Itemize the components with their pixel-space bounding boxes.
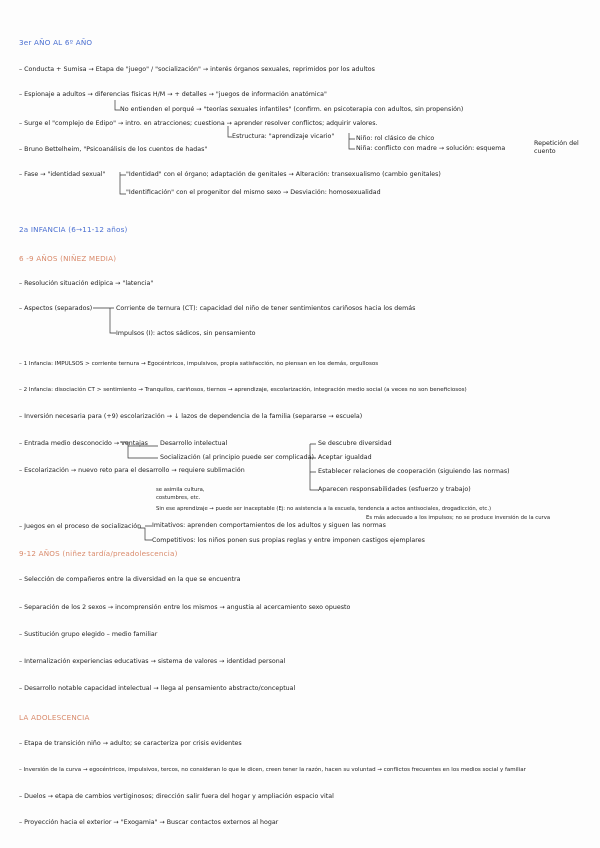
line-costumbres: costumbres, etc. — [156, 495, 201, 501]
line-edipo: – Surge el "complejo de Edipo" → intro. en atracciones; cuestiona → aprender resolver conflictos; adquirir valores. — [19, 120, 378, 127]
line-impulsos: Impulsos (I): actos sádicos, sin pensamiento — [116, 330, 256, 337]
line-seleccion: – Selección de compañeros entre la diversidad en la que se encuentra — [19, 576, 241, 583]
line-1-infancia: – 1 Infancia: IMPULSOS > corriente ternura → Egocéntricos, impulsivos, propia satisfacción, no piensan en los demás, orgullosos — [19, 361, 379, 367]
line-conducta: – Conducta + Sumisa → Etapa de "juego" / "socialización" → interés órganos sexuales, reprimidos por los adultos — [19, 66, 375, 73]
line-nina: Niña: conflicto con madre → solución: esquema — [356, 145, 506, 152]
line-sin-aprendizaje: Sin ese aprendizaje → puede ser inaceptable (Ej: no asistencia a la escuela, tendencia a actos antisociales, drogadicción, etc.) — [156, 506, 492, 512]
line-internalizacion: – Internalización experiencias educativas → sistema de valores → identidad personal — [19, 658, 286, 665]
line-responsabilidades: Aparecen responsabilidades (esfuerzo y trabajo) — [318, 486, 471, 493]
line-entrada: – Entrada medio desconocido → ventajas — [19, 440, 148, 447]
heading-9-12: 9-12 AÑOS (niñez tardía/preadolescencia) — [19, 549, 178, 558]
heading-3-to-6: 3er AÑO AL 6º AÑO — [19, 38, 93, 47]
line-competitivos: Competitivos: los niños ponen sus propias reglas y entre imponen castigos ejemplares — [152, 537, 425, 544]
line-imitativos: Imitativos: aprenden comportamientos de los adultos y siguen las normas — [152, 522, 386, 529]
line-diversidad: Se descubre diversidad — [318, 440, 392, 447]
line-igualdad: Aceptar igualdad — [318, 454, 372, 461]
line-fase: – Fase → "identidad sexual" — [19, 171, 106, 178]
line-desarrollo-intelectual: Desarrollo intelectual — [160, 440, 228, 447]
line-inversion: – Inversión necesaria para (+9) escolarización → ↓ lazos de dependencia de la familia (separarse → escuela) — [19, 413, 363, 420]
line-identificacion: "Identificación" con el progenitor del mismo sexo → Desviación: homosexualidad — [126, 189, 381, 196]
line-ternura: Corriente de ternura (CT): capacidad del niño de tener sentimientos cariñosos hacia los demás — [116, 305, 416, 312]
line-escolarizacion: – Escolarización → nuevo reto para el desarrollo → requiere sublimación — [19, 467, 245, 474]
line-espionaje: – Espionaje a adultos → diferencias físicas H/M → + detalles → "juegos de información anatómica" — [19, 91, 327, 98]
line-duelos: – Duelos → etapa de cambios vertiginosos; dirección salir fuera del hogar y ampliación espacio vital — [19, 793, 334, 800]
line-asimila: se asimila cultura, — [156, 487, 205, 493]
line-proyeccion: – Proyección hacia el exterior → "Exogamia" → Buscar contactos externos al hogar — [19, 819, 279, 826]
line-bettelheim: – Bruno Bettelheim, "Psicoanálisis de los cuentos de hadas" — [19, 146, 208, 153]
line-etapa: – Etapa de transición niño → adulto; se caracteriza por crisis evidentes — [19, 740, 242, 747]
heading-6-9: 6 -9 AÑOS (NIÑEZ MEDIA) — [19, 254, 117, 263]
line-nino: Niño: rol clásico de chico — [356, 135, 435, 142]
heading-2a-infancia: 2a INFANCIA (6→11-12 años) — [19, 225, 128, 234]
line-inversion-curva: – Inversión de la curva → egocéntricos, impulsivos, tercos, no consideran lo que le dicen, creen tener la razón, hacen su voluntad → conflictos frecuentes en los medios social y familiar — [19, 767, 526, 773]
line-impulsos-curva: Es más adecuado a los impulsos; no se produce inversión de la curva — [366, 515, 551, 521]
line-2-infancia: – 2 Infancia: disociación CT > sentimiento → Tranquilos, cariñosos, tiernos → aprendizaje, escolarización, integración medio social (a veces no son beneficiosos) — [19, 387, 467, 393]
line-juegos: – Juegos en el proceso de socialización — [19, 523, 142, 530]
line-sustitucion: – Sustitución grupo elegido – medio familiar — [19, 631, 158, 638]
line-socializacion: Socialización (al principio puede ser complicada) — [160, 454, 314, 461]
line-separacion: – Separación de los 2 sexos → incomprensión entre los mismos → angustia al acercamiento sexo opuesto — [19, 604, 351, 611]
line-aspectos: – Aspectos (separados) — [19, 305, 93, 312]
line-repeticion: Repetición del cuento — [534, 140, 579, 155]
heading-adolescencia: LA ADOLESCENCIA — [19, 713, 90, 722]
line-desarrollo: – Desarrollo notable capacidad intelectual → llega al pensamiento abstracto/conceptual — [19, 685, 296, 692]
line-cooperacion: Establecer relaciones de cooperación (siguiendo las normas) — [318, 468, 510, 475]
line-estructura: Estructura: "aprendizaje vicario" — [232, 133, 335, 140]
line-identidad: "Identidad" con el órgano; adaptación de genitales → Alteración: transexualismo (cambio genitales) — [126, 171, 441, 178]
line-teorias: No entienden el porqué → "teorías sexuales infantiles" (confirm. en psicoterapia con adultos, sin propensión) — [120, 106, 464, 113]
line-resolucion: – Resolución situación edípica → "latencia" — [19, 280, 154, 287]
